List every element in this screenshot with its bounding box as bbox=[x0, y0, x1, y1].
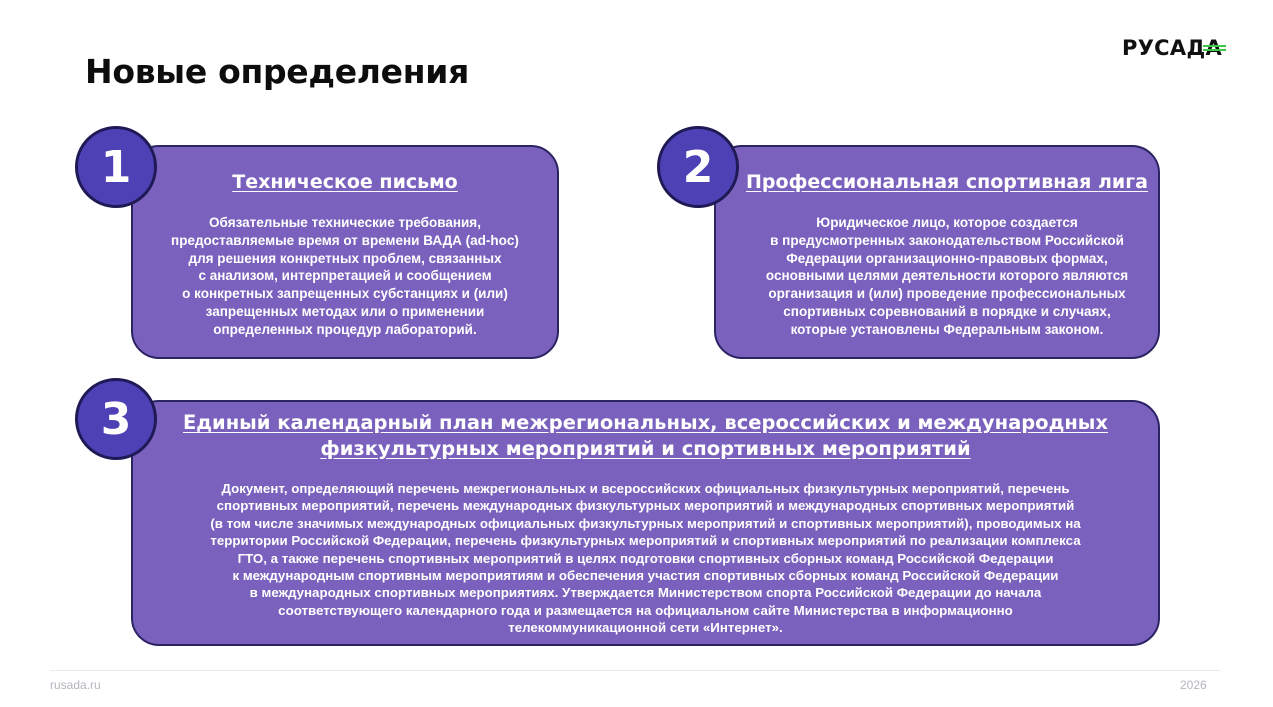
page-title: Новые определения bbox=[85, 52, 469, 91]
logo-accent-letter bbox=[1205, 36, 1222, 60]
number-badge-1: 1 bbox=[75, 126, 157, 208]
logo-last-letter: А bbox=[1205, 36, 1223, 60]
logo-accent-lines bbox=[1203, 45, 1226, 51]
number-badge-3: 3 bbox=[75, 378, 157, 460]
logo-text: РУСАД bbox=[1122, 36, 1206, 60]
footer-divider bbox=[50, 670, 1220, 671]
card-title: Профессиональная спортивная лига bbox=[746, 171, 1148, 193]
card-text: Документ, определяющий перечень межрегиональных и всероссийских официальных физкультурных мероприятий, перечень спортивных мероприятий, перечень международных физкультурных мероприятий и международных спортивных мероприятий (в том числе значимых международных официальных физкультурных мероприятий и спортивных мероприятий), проводимых на территории Российской Федерации, перечень физкультурных мероприятий и спортивных мероприятий по реализации комплекса ГТО, а также перечень спортивных мероприятий в целях подготовки спортивных сборных команд Российской Федерации к международным спортивным мероприятиям и обеспечения участия спортивных сборных команд Российской Федерации в международных спортивных мероприятиях. Утверждается Министерством спорта Российской Федерации до начала соответствующего календарного года и размещается на официальном сайте Министерства в информационно телекоммуникационной сети «Интернет». bbox=[210, 481, 1081, 636]
definition-card-3 bbox=[131, 400, 1160, 646]
card-text: Обязательные технические требования, предоставляемые время от времени ВАДА (ad-hoc) для решения конкретных проблем, связанных с анализом, интерпретацией и сообщением о конкретных запрещенных субстанциях и (или) запрещенных методах или о применении определенных процедур лабораторий. bbox=[171, 215, 519, 337]
definition-card-2 bbox=[714, 145, 1160, 359]
footer-site: rusada.ru bbox=[50, 678, 101, 692]
footer-year: 2026 bbox=[1180, 678, 1207, 692]
number-badge-2: 2 bbox=[657, 126, 739, 208]
card-title: Единый календарный план межрегиональных, всероссийских и международных физкультурных мероприятий и спортивных мероприятий bbox=[182, 411, 1109, 460]
rusada-logo bbox=[1122, 36, 1222, 60]
card-text: Юридическое лицо, которое создается в предусмотренных законодательством Российской Федерации организационно-правовых формах, основными целями деятельности которого являются организация и (или) проведение профессиональных спортивных соревнований в порядке и случаях, которые установлены Федеральным законом. bbox=[765, 215, 1129, 337]
card-title: Техническое письмо bbox=[232, 171, 458, 193]
definition-card-1 bbox=[131, 145, 559, 359]
